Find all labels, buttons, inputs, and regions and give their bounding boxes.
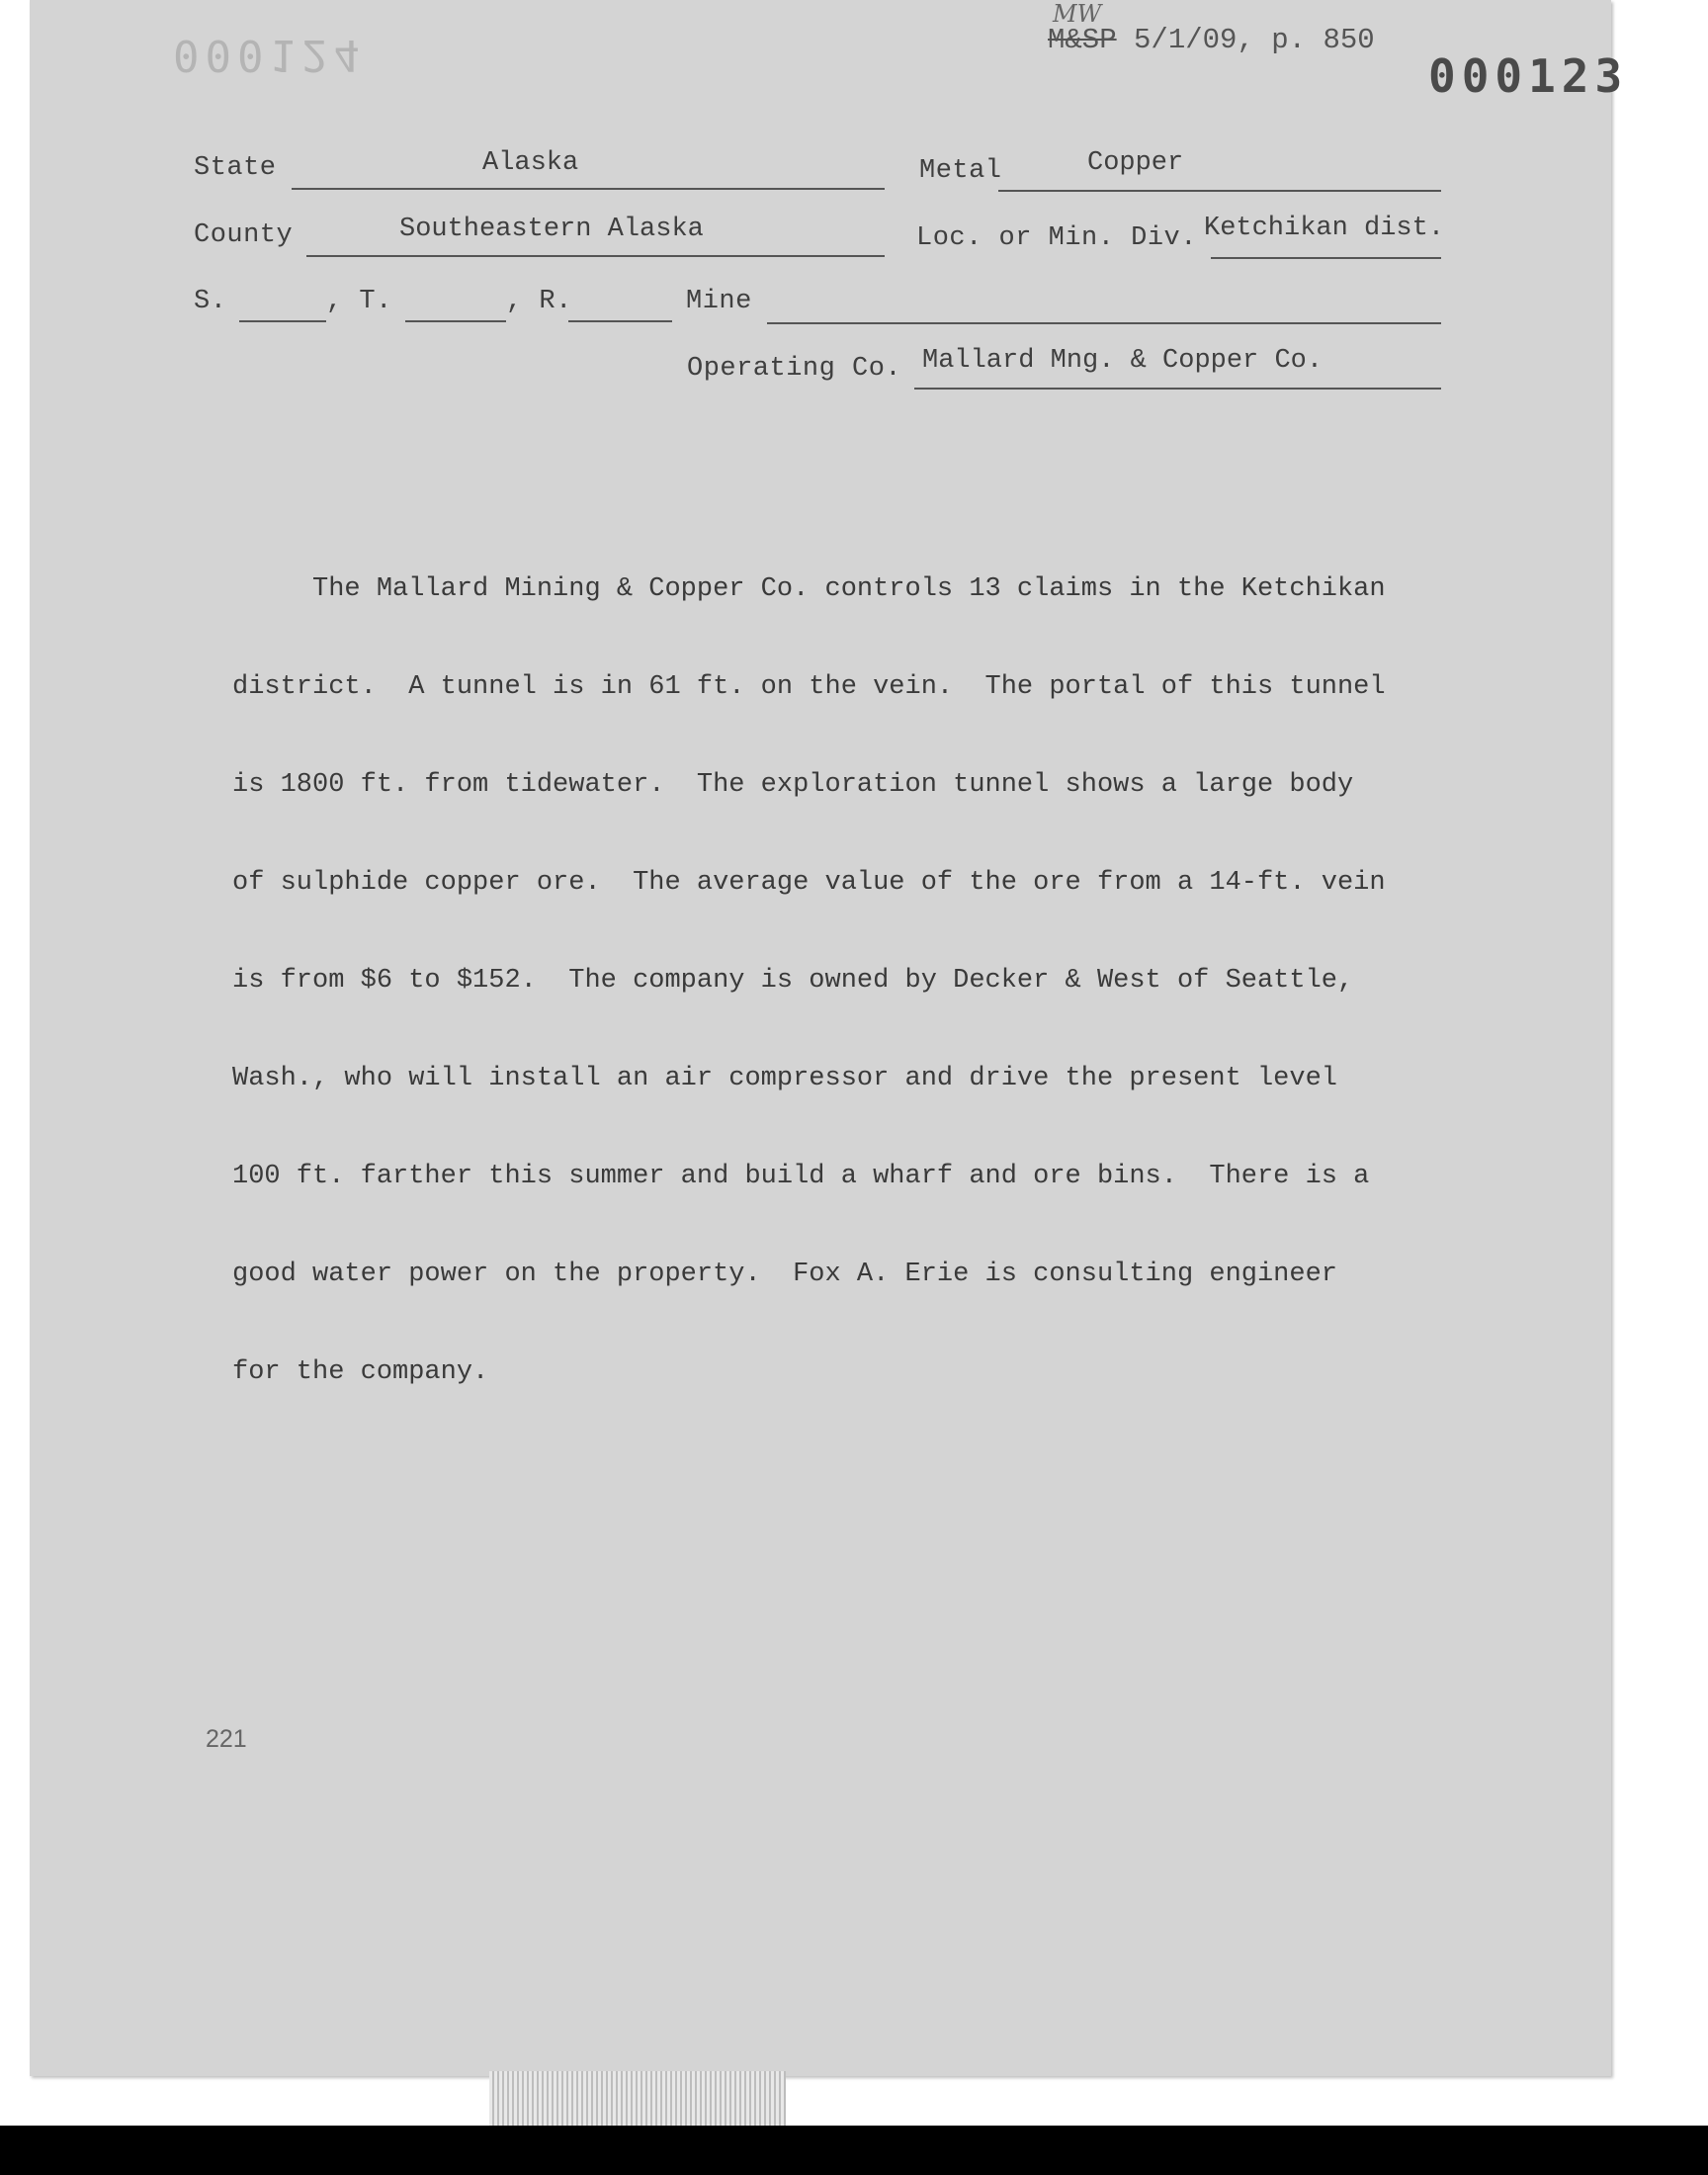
- body-line: good water power on the property. Fox A. Erie is consulting engineer: [232, 1260, 1337, 1289]
- document-card: [30, 0, 1629, 2076]
- source-reference: [1048, 24, 1375, 56]
- source-citation: 5/1/09, p. 850: [1134, 24, 1375, 56]
- loc-value: Ketchikan dist.: [1204, 214, 1445, 243]
- mine-line: [767, 322, 1441, 324]
- body-line: The Mallard Mining & Copper Co. controls 13 claims in the Ketchikan: [232, 574, 1386, 604]
- body-line: is from $6 to $152. The company is owned by Decker & West of Seattle,: [232, 966, 1354, 996]
- county-label: County: [194, 220, 294, 250]
- state-label: State: [194, 153, 277, 183]
- handwritten-note: MW: [1053, 0, 1102, 28]
- metal-value: Copper: [1087, 148, 1184, 178]
- metal-line: [998, 190, 1441, 192]
- body-paragraph: [232, 508, 1468, 1454]
- state-value: Alaska: [482, 148, 579, 178]
- body-line: Wash., who will install an air compressor and drive the present level: [232, 1064, 1337, 1093]
- state-line: [292, 188, 885, 190]
- stamp-number: 000123: [1428, 49, 1629, 103]
- county-value: Southeastern Alaska: [399, 215, 704, 244]
- body-line: 100 ft. farther this summer and build a wharf and ore bins. There is a: [232, 1162, 1370, 1191]
- metal-label: Metal: [919, 156, 1002, 186]
- body-line: district. A tunnel is in 61 ft. on the vein. The portal of this tunnel: [232, 672, 1386, 702]
- scan-border: [0, 2126, 1708, 2175]
- county-line: [306, 255, 885, 257]
- township-line: [405, 320, 506, 322]
- page-number: 221: [206, 1725, 247, 1753]
- operating-value: Mallard Mng. & Copper Co.: [922, 346, 1324, 376]
- range-line: [568, 320, 672, 322]
- source-struck: M&SP: [1048, 24, 1117, 56]
- stamp-number-faded: 000124: [173, 30, 366, 80]
- operating-line: [914, 388, 1441, 390]
- body-line: for the company.: [232, 1357, 489, 1387]
- section-line: [239, 320, 326, 322]
- section-label: S.: [194, 287, 227, 316]
- scan-artifact-strip: [489, 2071, 786, 2126]
- loc-line: [1211, 257, 1441, 259]
- loc-label: Loc. or Min. Div.: [916, 223, 1197, 253]
- body-line: is 1800 ft. from tidewater. The exploration tunnel shows a large body: [232, 770, 1354, 800]
- township-label: , T.: [326, 287, 392, 316]
- body-line: of sulphide copper ore. The average value of the ore from a 14-ft. vein: [232, 868, 1386, 898]
- operating-label: Operating Co.: [687, 354, 902, 384]
- range-label: , R.: [506, 287, 572, 316]
- mine-label: Mine: [686, 287, 752, 316]
